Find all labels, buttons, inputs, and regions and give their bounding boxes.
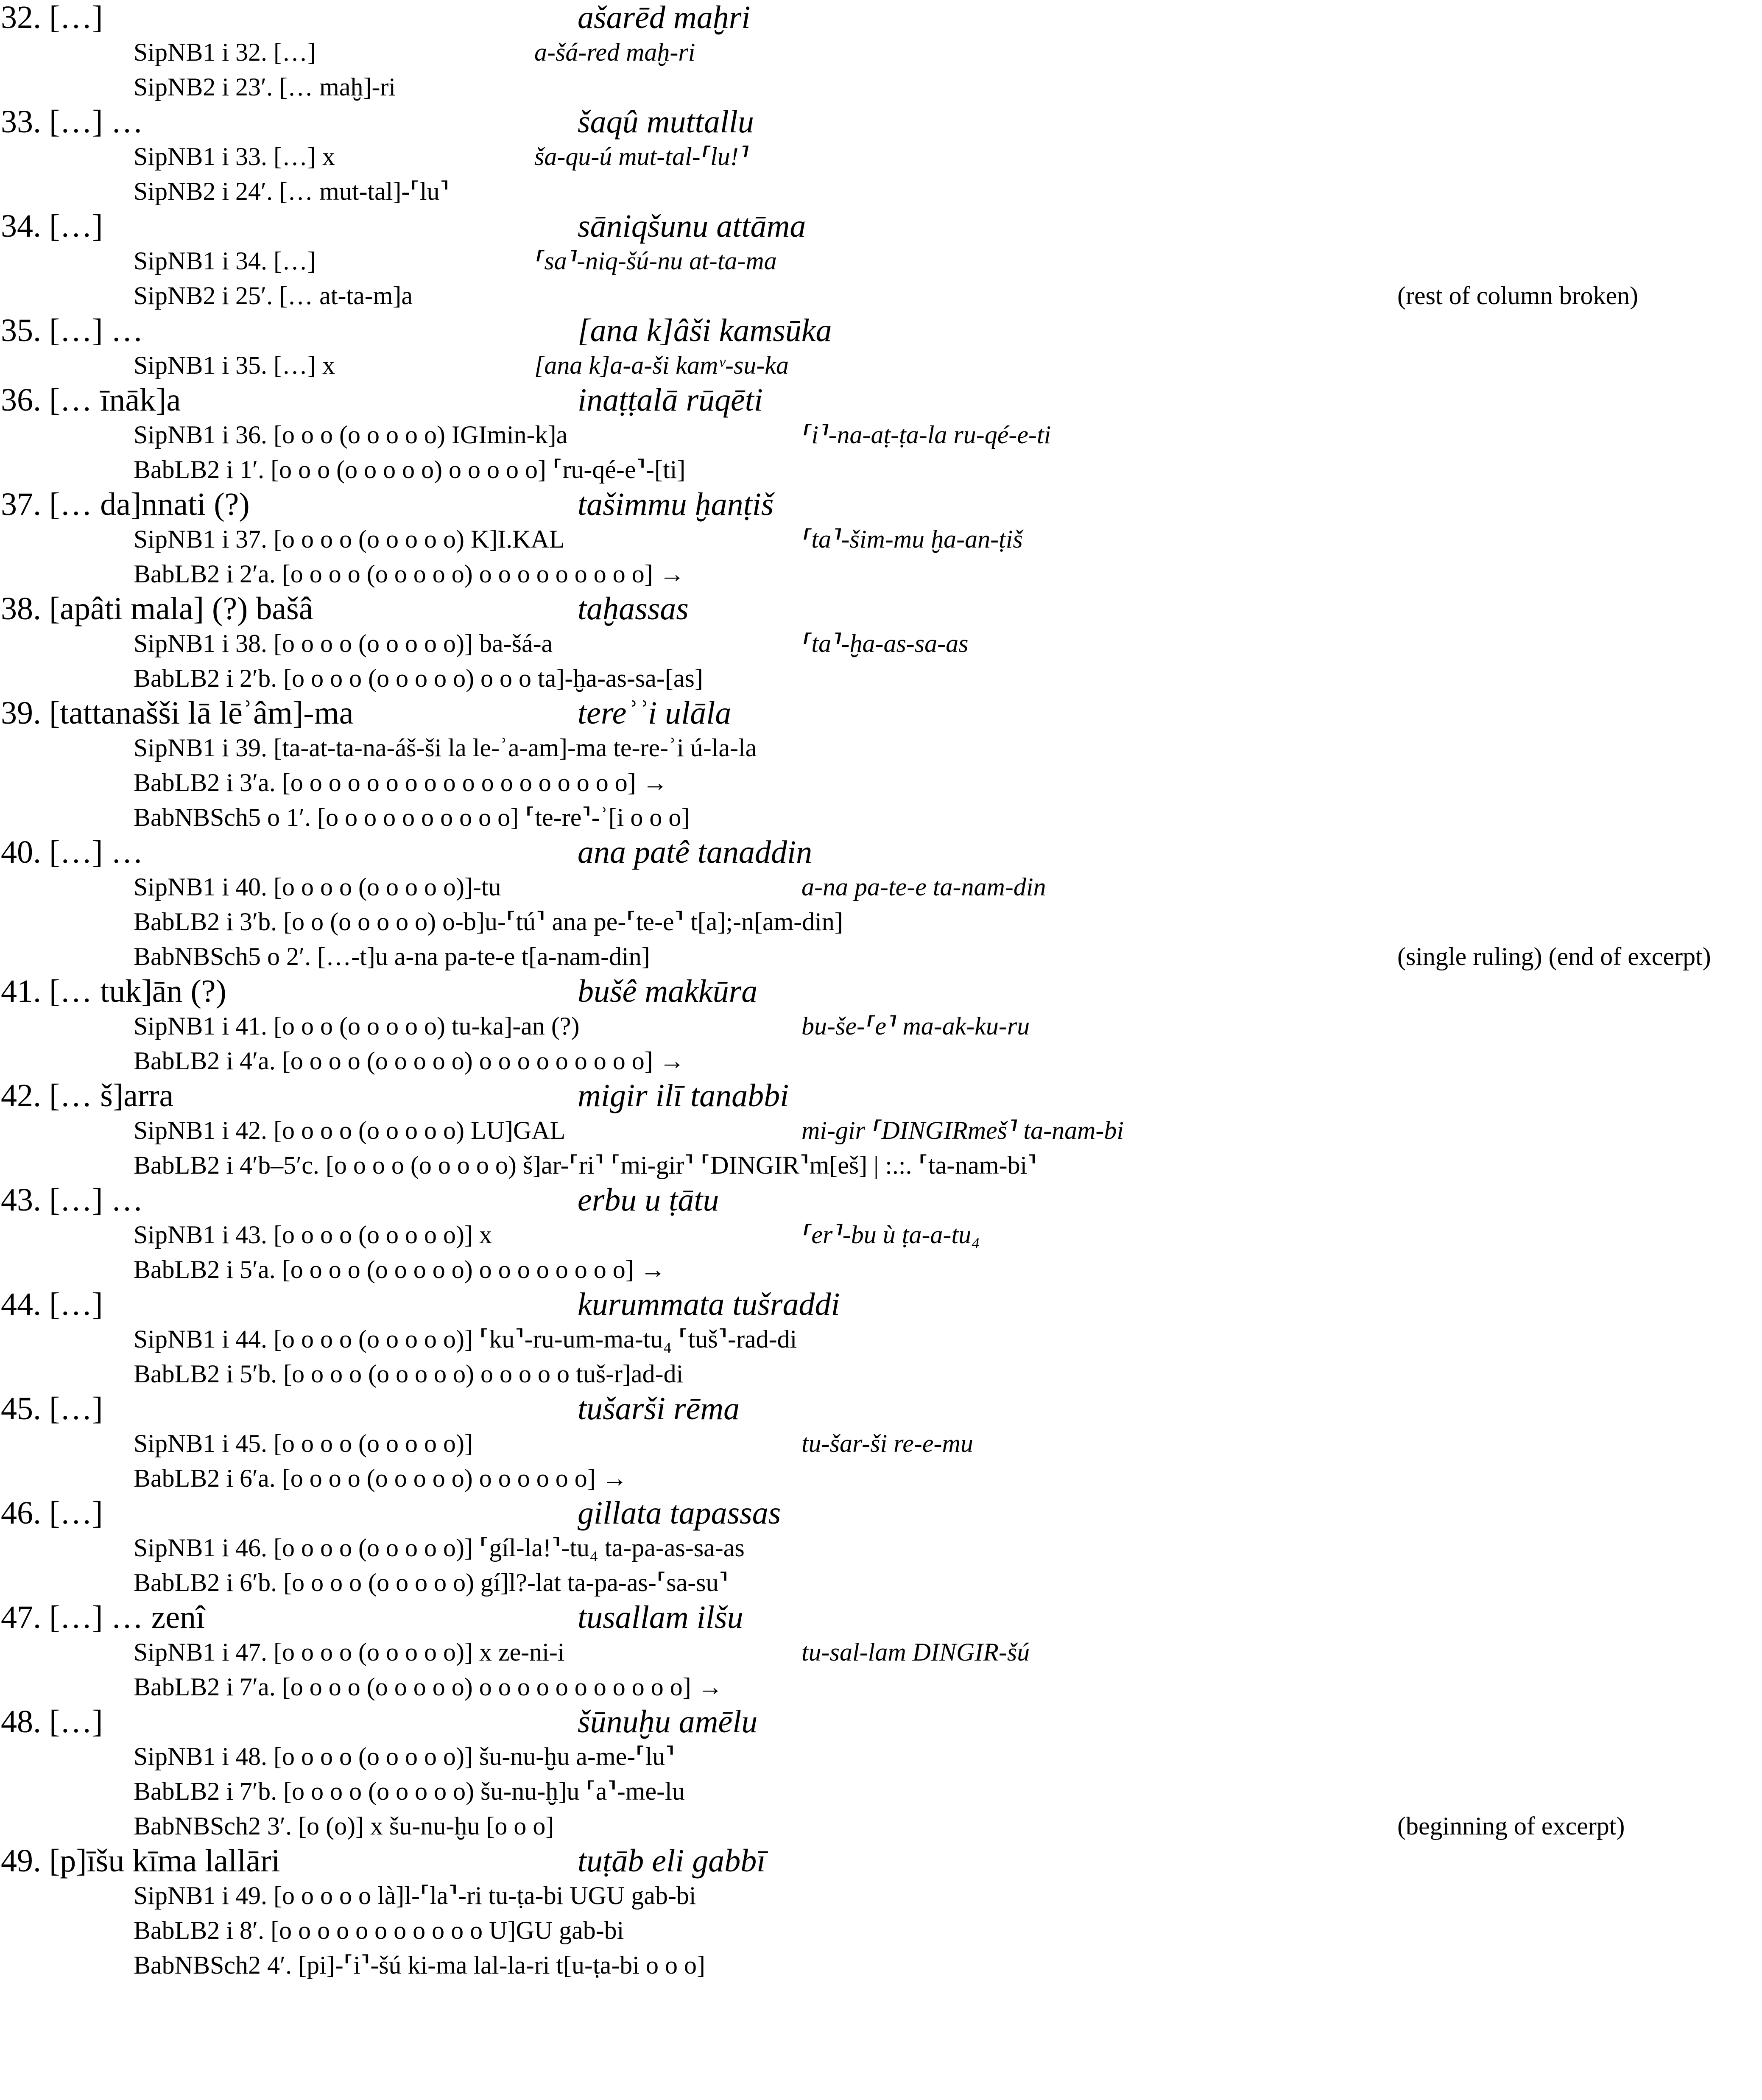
witness-row	[0, 556, 1762, 591]
witness-row	[0, 139, 1762, 174]
witness-transliteration: [ana k]a-a-ši kamᵛ-su-ka	[534, 351, 789, 379]
witness-text: BabNBSch2 4′. [pi]-⸢i⸣-šú ki-ma lal-la-ri t[u-ṭa-bi o o o]	[134, 1951, 705, 1979]
witness-transliteration: ⸢er⸣-bu ù ṭa-a-tu₄	[801, 1221, 980, 1249]
witness-row	[0, 730, 1762, 765]
witness-text: BabNBSch2 3′. [o (o)] x šu-nu-ḫu [o o o]	[134, 1812, 554, 1840]
witness-transliteration: ša-qu-ú mut-tal-⸢lu!⸣	[534, 143, 749, 171]
witness-row	[0, 243, 1762, 278]
verse-line	[0, 1600, 1762, 1635]
verse-number-text: 36. [… īnāk]a	[1, 382, 181, 418]
witness-transliteration: ⸢ta⸣-šim-mu ḫa-an-ṭiš	[801, 525, 1023, 553]
witness-row	[0, 1774, 1762, 1809]
witness-text: SipNB1 i 44. [o o o o (o o o o o)] ⸢ku⸣-ru-um-ma-tu₄ ⸢tuš⸣-rad-di	[134, 1325, 797, 1353]
witness-text: BabLB2 i 4′b–5′c. [o o o o (o o o o o) š]ar-⸢ri⸣ ⸢mi-gir⸣ ⸢DINGIR⸣m[eš] | :.:. ⸢ta-nam-bi⸣	[134, 1151, 1037, 1179]
verse-normalization: tuṭāb eli gabbī	[578, 1843, 766, 1879]
witness-text: SipNB1 i 36. [o o o (o o o o o) IGImin-k]a	[134, 421, 568, 449]
witness-row	[0, 522, 1762, 556]
verse-line	[0, 835, 1762, 870]
witness-text: SipNB1 i 33. […] x	[134, 143, 335, 171]
verse-line	[0, 313, 1762, 348]
verse-number-text: 48. […]	[1, 1704, 103, 1739]
witness-transliteration: ⸢sa⸣-niq-šú-nu at-ta-ma	[534, 247, 777, 275]
witness-row	[0, 661, 1762, 696]
witness-row	[0, 1043, 1762, 1078]
verse-number-text: 45. […]	[1, 1391, 103, 1426]
verse-number-text: 35. […] …	[1, 313, 143, 348]
witness-transliteration: ⸢i⸣-na-aṭ-ṭa-la ru-qé-e-ti	[801, 421, 1051, 449]
verse-number-text: 43. […] …	[1, 1182, 143, 1218]
witness-row	[0, 1530, 1762, 1565]
witness-text: BabLB2 i 8′. [o o o o o o o o o o o U]GU gab-bi	[134, 1916, 624, 1944]
witness-row	[0, 174, 1762, 209]
witness-row	[0, 1252, 1762, 1287]
verse-normalization: kurummata tušraddi	[578, 1286, 840, 1322]
verse-line	[0, 104, 1762, 139]
witness-text: SipNB1 i 41. [o o o (o o o o o) tu-ka]-an (?)	[134, 1012, 580, 1040]
witness-text: SipNB1 i 43. [o o o o (o o o o o)] x	[134, 1221, 492, 1249]
witness-text: BabLB2 i 2′b. [o o o o (o o o o o) o o o ta]-ḫa-as-sa-[as]	[134, 664, 703, 692]
verse-number-text: 46. […]	[1, 1495, 103, 1531]
witness-row	[0, 1322, 1762, 1356]
witness-transliteration: a-na pa-te-e ta-nam-din	[801, 873, 1046, 901]
verse-number-text: 44. […]	[1, 1286, 103, 1322]
verse-normalization: tušarši rēma	[578, 1391, 740, 1426]
verse-line	[0, 1183, 1762, 1217]
witness-text: SipNB1 i 32. […]	[134, 38, 316, 66]
witness-row	[0, 1461, 1762, 1496]
verse-normalization: bušê makkūra	[578, 973, 758, 1009]
witness-row	[0, 1217, 1762, 1252]
verse-normalization: inaṭṭalā rūqēti	[578, 382, 763, 418]
verse-number-text: 39. [tattanašši lā lēʾâm]-ma	[1, 695, 354, 731]
witness-row	[0, 1739, 1762, 1774]
witness-text: BabLB2 i 6′b. [o o o o (o o o o o) gí]l?-lat ta-pa-as-⸢sa-su⸣	[134, 1569, 729, 1597]
verse-number-text: 34. […]	[1, 208, 103, 244]
witness-text: SipNB1 i 47. [o o o o (o o o o o)] x ze-ni-i	[134, 1638, 565, 1666]
verse-number-text: 32. […]	[1, 0, 103, 35]
witness-text: BabLB2 i 3′a. [o o o o o o o o o o o o o o o o o o] →	[134, 769, 668, 797]
verse-normalization: šūnuḫu amēlu	[578, 1704, 758, 1739]
witness-row	[0, 278, 1762, 313]
witness-row	[0, 1565, 1762, 1600]
verse-line	[0, 1391, 1762, 1426]
verse-line	[0, 209, 1762, 243]
verse-line	[0, 1496, 1762, 1530]
witness-row	[0, 1009, 1762, 1043]
witness-row	[0, 939, 1762, 974]
witness-row	[0, 35, 1762, 70]
witness-transliteration: tu-šar-ši re-e-mu	[801, 1429, 973, 1457]
witness-text: SipNB2 i 25′. [… at-ta-m]a	[134, 282, 413, 310]
verse-line	[0, 0, 1762, 35]
verse-line	[0, 1287, 1762, 1322]
witness-text: BabLB2 i 5′a. [o o o o (o o o o o) o o o o o o o o] →	[134, 1256, 666, 1283]
witness-row	[0, 417, 1762, 452]
verse-number-text: 38. [apâti mala] (?) bašâ	[1, 591, 313, 626]
verse-number-text: 42. [… š]arra	[1, 1078, 174, 1113]
witness-row	[0, 1148, 1762, 1183]
verse-normalization: šaqû muttallu	[578, 104, 754, 140]
verse-normalization: ašarēd maḫri	[578, 0, 751, 35]
witness-text: BabLB2 i 7′a. [o o o o (o o o o o) o o o o o o o o o o o] →	[134, 1673, 723, 1701]
verse-normalization: [ana k]âši kamsūka	[578, 313, 832, 348]
witness-note: (rest of column broken)	[1397, 282, 1639, 310]
witness-transliteration: mi-gir ⸢DINGIRmeš⸣ ta-nam-bi	[801, 1116, 1124, 1144]
witness-transliteration: a-šá-red maḫ-ri	[534, 38, 695, 66]
witness-text: SipNB1 i 48. [o o o o (o o o o o)] šu-nu-ḫu a-me-⸢lu⸣	[134, 1742, 675, 1770]
verse-line	[0, 974, 1762, 1009]
verse-normalization: tusallam ilšu	[578, 1599, 743, 1635]
witness-text: SipNB1 i 39. [ta-at-ta-na-áš-ši la le-ʾa-am]-ma te-re-ʾi ú-la-la	[134, 734, 757, 762]
witness-row	[0, 1635, 1762, 1669]
witness-row	[0, 1426, 1762, 1461]
verse-number-text: 41. [… tuk]ān (?)	[1, 973, 226, 1009]
witness-text: SipNB1 i 37. [o o o o (o o o o o) K]I.KAL	[134, 525, 565, 553]
verse-normalization: gillata tapassas	[578, 1495, 781, 1531]
verse-normalization: ana patê tanaddin	[578, 834, 813, 870]
witness-row	[0, 904, 1762, 939]
witness-text: SipNB1 i 35. […] x	[134, 351, 335, 379]
witness-text: BabLB2 i 4′a. [o o o o (o o o o o) o o o o o o o o o] →	[134, 1047, 685, 1075]
witness-transliteration: ⸢ta⸣-ḫa-as-sa-as	[801, 629, 969, 657]
witness-text: SipNB1 i 42. [o o o o (o o o o o) LU]GAL	[134, 1116, 566, 1144]
verse-line	[0, 487, 1762, 522]
witness-transliteration: bu-še-⸢e⸣ ma-ak-ku-ru	[801, 1012, 1030, 1040]
witness-text: SipNB1 i 38. [o o o o (o o o o o)] ba-šá-a	[134, 629, 553, 657]
witness-text: SipNB1 i 34. […]	[134, 247, 316, 275]
witness-row	[0, 765, 1762, 800]
witness-text: BabLB2 i 6′a. [o o o o (o o o o o) o o o o o o] →	[134, 1464, 628, 1492]
witness-row	[0, 1948, 1762, 1983]
verse-normalization: taḫassas	[578, 591, 689, 626]
witness-text: SipNB2 i 24′. [… mut-tal]-⸢lu⸣	[134, 177, 450, 205]
witness-text: SipNB1 i 46. [o o o o (o o o o o)] ⸢gíl-la!⸣-tu₄ ta-pa-as-sa-as	[134, 1534, 745, 1562]
witness-row	[0, 1113, 1762, 1148]
witness-row	[0, 870, 1762, 904]
verse-number-text: 40. […] …	[1, 834, 143, 870]
witness-row	[0, 800, 1762, 835]
verse-number-text: 49. [p]īšu kīma lallāri	[1, 1843, 280, 1879]
verse-normalization: tereʾʾi ulāla	[578, 695, 732, 731]
witness-row	[0, 1913, 1762, 1948]
witness-row	[0, 1356, 1762, 1391]
witness-text: BabLB2 i 3′b. [o o (o o o o o) o-b]u-⸢tú⸣ ana pe-⸢te-e⸣ t[a];-n[am-din]	[134, 908, 843, 936]
verse-line	[0, 591, 1762, 626]
witness-row	[0, 1669, 1762, 1704]
witness-row	[0, 626, 1762, 661]
witness-row	[0, 452, 1762, 487]
verse-number-text: 37. [… da]nnati (?)	[1, 487, 250, 522]
verse-number-text: 47. […] … zenî	[1, 1599, 205, 1635]
verse-line	[0, 696, 1762, 730]
verse-normalization: tašimmu ḫanṭiš	[578, 487, 774, 522]
verse-line	[0, 1078, 1762, 1113]
witness-text: BabNBSch5 o 1′. [o o o o o o o o o o] ⸢te-re⸣-ʾ[i o o o]	[134, 803, 690, 831]
witness-row	[0, 348, 1762, 383]
witness-note: (beginning of excerpt)	[1397, 1812, 1625, 1840]
witness-row	[0, 70, 1762, 104]
witness-row	[0, 1878, 1762, 1913]
verse-normalization: migir ilī tanabbi	[578, 1078, 789, 1113]
verse-line	[0, 1704, 1762, 1739]
verse-line	[0, 1843, 1762, 1878]
witness-note: (single ruling) (end of excerpt)	[1397, 942, 1711, 970]
witness-text: BabLB2 i 1′. [o o o (o o o o o) o o o o o] ⸢ru-qé-e⸣-[ti]	[134, 456, 686, 484]
witness-text: BabLB2 i 7′b. [o o o o (o o o o o) šu-nu-ḫ]u ⸢a⸣-me-lu	[134, 1777, 685, 1805]
witness-text: SipNB1 i 40. [o o o o (o o o o o)]-tu	[134, 873, 501, 901]
verse-normalization: sāniqšunu attāma	[578, 208, 806, 244]
witness-transliteration: tu-sal-lam DINGIR-šú	[801, 1638, 1030, 1666]
witness-text: BabLB2 i 5′b. [o o o o (o o o o o) o o o o o tuš-r]ad-di	[134, 1360, 684, 1388]
witness-text: SipNB2 i 23′. [… maḫ]-ri	[134, 73, 396, 101]
verse-normalization: erbu u ṭātu	[578, 1182, 719, 1218]
witness-row	[0, 1809, 1762, 1843]
witness-text: SipNB1 i 45. [o o o o (o o o o o)]	[134, 1429, 473, 1457]
verse-number-text: 33. […] …	[1, 104, 143, 140]
witness-text: BabLB2 i 2′a. [o o o o (o o o o o) o o o o o o o o o] →	[134, 560, 685, 588]
verse-line	[0, 383, 1762, 417]
witness-text: SipNB1 i 49. [o o o o o là]l-⸢la⸣-ri tu-ṭa-bi UGU gab-bi	[134, 1882, 696, 1910]
witness-text: BabNBSch5 o 2′. […-t]u a-na pa-te-e t[a-nam-din]	[134, 942, 650, 970]
